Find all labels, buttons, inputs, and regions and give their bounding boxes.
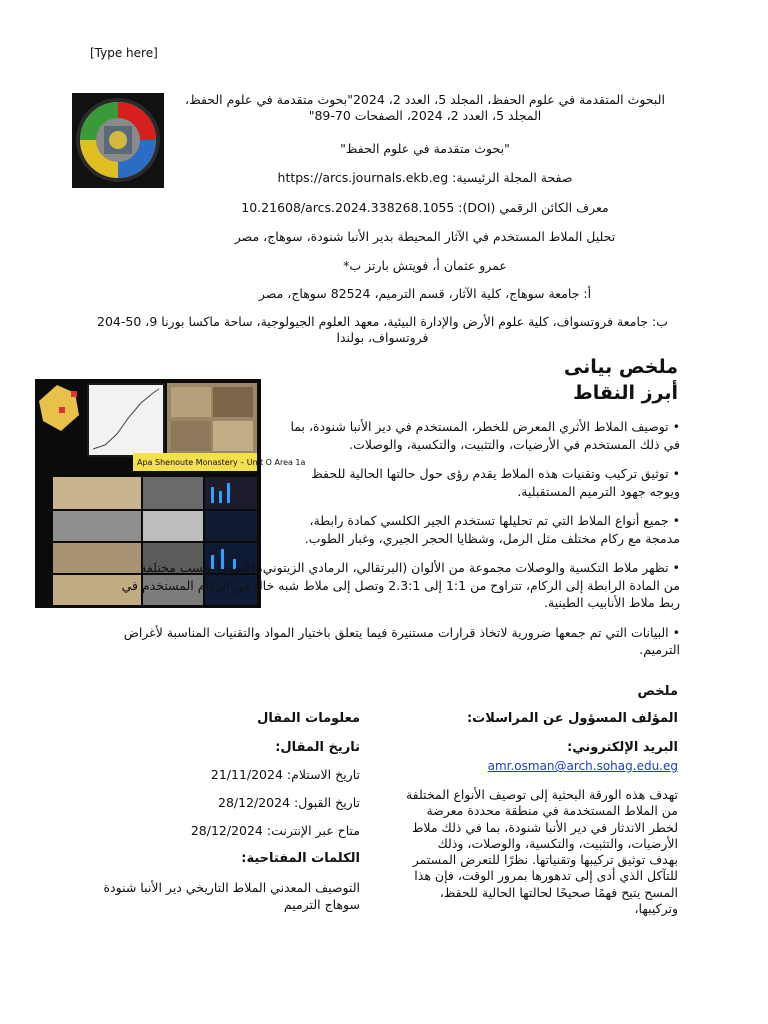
email-label: البريد الإلكتروني: (567, 740, 678, 755)
journal-logo (72, 93, 164, 188)
keywords-heading: الكلمات المفتاحية: (241, 851, 360, 866)
highlights-title: أبرز النقاط (573, 382, 678, 404)
highlight-item: • تظهر ملاط التكسية والوصلات مجموعة من الألوان (البرتقالي، الرمادي الزيتوني، الأسود) ونسب مختلفة من المادة الرابطة إلى الركام، تتراوح من 1:1 إلى 2.3:1 وتصل إلى ملاط شبه خالٍ من الركام المستخدم في ربط ملاط الأنابيب الطينية. (121, 560, 680, 610)
affiliation-a: أ: جامعة سوهاج، كلية الآثار، قسم الترميم، 82524 سوهاج، مصر (258, 286, 592, 301)
highlight-item: • توثيق تركيب وتقنيات هذه الملاط يقدم رؤى حول حالتها الحالية للحفظ ويوجه جهود الترميم المستقبلية. (311, 466, 680, 499)
journal-homepage: صفحة المجلة الرئيسية: https://arcs.journals.ekb.eg (277, 170, 573, 185)
article-info-heading: معلومات المقال (257, 711, 360, 726)
abstract-text: تهدف هذه الورقة البحثية إلى توصيف الأنواع المختلفة من الملاط المستخدمة في منطقة محددة معرضة لخطر الاندثار في دير الأنبا شنودة، بما في ذلك ملاط الأرضيات، والتثبيت، والتكسية، والوصلات، وذلك بهدف توثيق تركيبها وتقنياتها. نظرًا للتعرض المستمر للتآكل الذي أدى إلى تدهورها بمرور الوقت، فإن هذا المسح يتيح فهمًا صحيحًا لحالتها الحالية للحفظ، وتركيبها، (405, 787, 678, 917)
online-date: متاح عبر الإنترنت: 28/12/2024 (190, 823, 360, 838)
accepted-date: تاريخ القبول: 28/12/2024 (218, 795, 360, 810)
article-title: تحليل الملاط المستخدم في الآثار المحيطة بدير الأنبا شنودة، سوهاج، مصر (234, 229, 616, 244)
keywords: التوصيف المعدني الملاط التاريخي دير الأنبا شنودة سوهاج الترميم (103, 880, 360, 912)
email-link[interactable]: amr.osman@arch.sohag.edu.eg (487, 759, 678, 773)
graphical-abstract-image-label: Apa Shenoute Monastery – Unit O Area 1a (137, 458, 306, 467)
highlight-item: • توصيف الملاط الأثري المعرض للخطر، المستخدم في دير الأنبا شنودة، بما في ذلك المستخدم في الأرضيات، والتثبيت، والتكسية، والوصلات. (290, 419, 680, 452)
graphical-abstract-heading (564, 354, 678, 406)
article-history-heading: تاريخ المقال: (275, 740, 360, 755)
journal-citation: البحوث المتقدمة في علوم الحفظ، المجلد 5، العدد 2، 2024"بحوث متقدمة في علوم الحفظ، المجلد 5، العدد 2، 2024، الصفحات 70-89" (185, 92, 665, 123)
graphical-abstract-title: ملخص بيانى (563, 356, 678, 378)
header-placeholder: [Type here] (90, 46, 158, 60)
authors: عمرو عثمان أ، فويتش بارتز ب* (343, 258, 507, 273)
corresponding-author-label: المؤلف المسؤول عن المراسلات: (466, 711, 678, 726)
abstract-heading: ملخص (637, 684, 678, 699)
received-date: تاريخ الاستلام: 21/11/2024 (210, 767, 360, 782)
highlights-list (120, 418, 680, 671)
doi: معرف الكائن الرقمي (DOI): 10.21608/arcs.2024.338268.1055 (241, 200, 609, 215)
highlight-item: • البيانات التي تم جمعها ضرورية لاتخاذ قرارات مستنيرة فيما يتعلق باختيار المواد والتقنيات المناسبة لأغراض الترميم. (123, 624, 680, 657)
affiliation-b: ب: جامعة فروتسواف، كلية علوم الأرض والإدارة البيئية، معهد العلوم الجيولوجية، ساحة ماكسا بورنا 9، 50-204 فروتسواف، بولندا (97, 314, 668, 345)
journal-name: "بحوث متقدمة في علوم الحفظ" (340, 141, 510, 156)
highlight-item: • جميع أنواع الملاط التي تم تحليلها تستخدم الجير الكلسي كمادة رابطة، مدمجة مع ركام مختلف مثل الرمل، وشظايا الحجر الجيري، وغبار الطوب. (304, 513, 680, 546)
